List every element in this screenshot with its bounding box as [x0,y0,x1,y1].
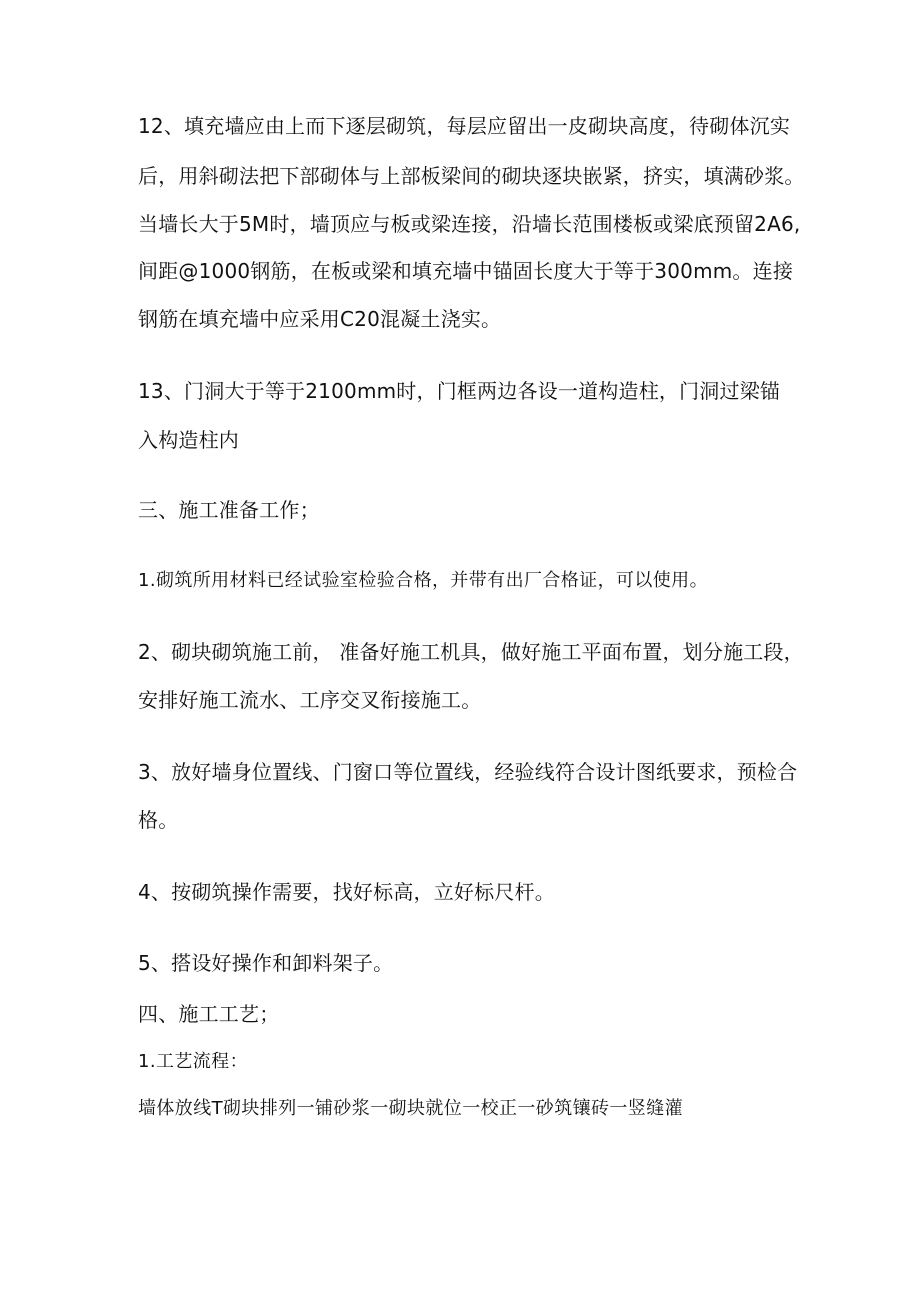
process-item-1: 1.工艺流程： [138,1051,248,1072]
item-12-line-4: 间距@1000钢筋，在板或梁和填充墙中锚固长度大于等于300mm。连接 [138,259,794,283]
item-12-line-3: 当墙长大于5M时，墙顶应与板或梁连接，沿墙长范围楼板或梁底预留2A6, [138,212,801,236]
item-12-line-5: 钢筋在填充墙中应采用C20混凝土浇实。 [138,307,502,331]
prep-item-3-line-1: 3、放好墙身位置线、门窗口等位置线，经验线符合设计图纸要求，预检合 [138,760,798,784]
item-12-line-1: 12、填充墙应由上而下逐层砌筑，每层应留出一皮砌块高度，待砌体沉实 [138,114,791,138]
prep-item-2-line-2: 安排好施工流水、工序交叉衔接施工。 [138,688,482,712]
prep-item-5: 5、搭设好操作和卸料架子。 [138,951,394,975]
prep-item-4: 4、按砌筑操作需要，找好标高，立好标尺杆。 [138,880,555,904]
item-12-line-2: 后，用斜砌法把下部砌体与上部板梁间的砌块逐块嵌紧，挤实，填满砂浆。 [138,164,805,188]
prep-item-2-line-1: 2、砌块砌筑施工前， 准备好施工机具，做好施工平面布置，划分施工段， [138,640,804,664]
section-4-heading: 四、施工工艺； [138,1002,280,1026]
process-flow-line: 墙体放线T砌块排列一铺砂浆一砌块就位一校正一砂筑镶砖一竖缝灌 [138,1098,683,1119]
item-13-line-1: 13、门洞大于等于2100mm时，门框两边各设一道构造柱，门洞过梁锚 [138,379,781,403]
prep-item-1: 1.砌筑所用材料已经试验室检验合格，并带有出厂合格证，可以使用。 [138,570,708,591]
section-3-heading: 三、施工准备工作； [138,498,320,522]
item-13-line-2: 入构造柱内 [138,428,239,452]
prep-item-3-line-2: 格。 [138,808,179,832]
